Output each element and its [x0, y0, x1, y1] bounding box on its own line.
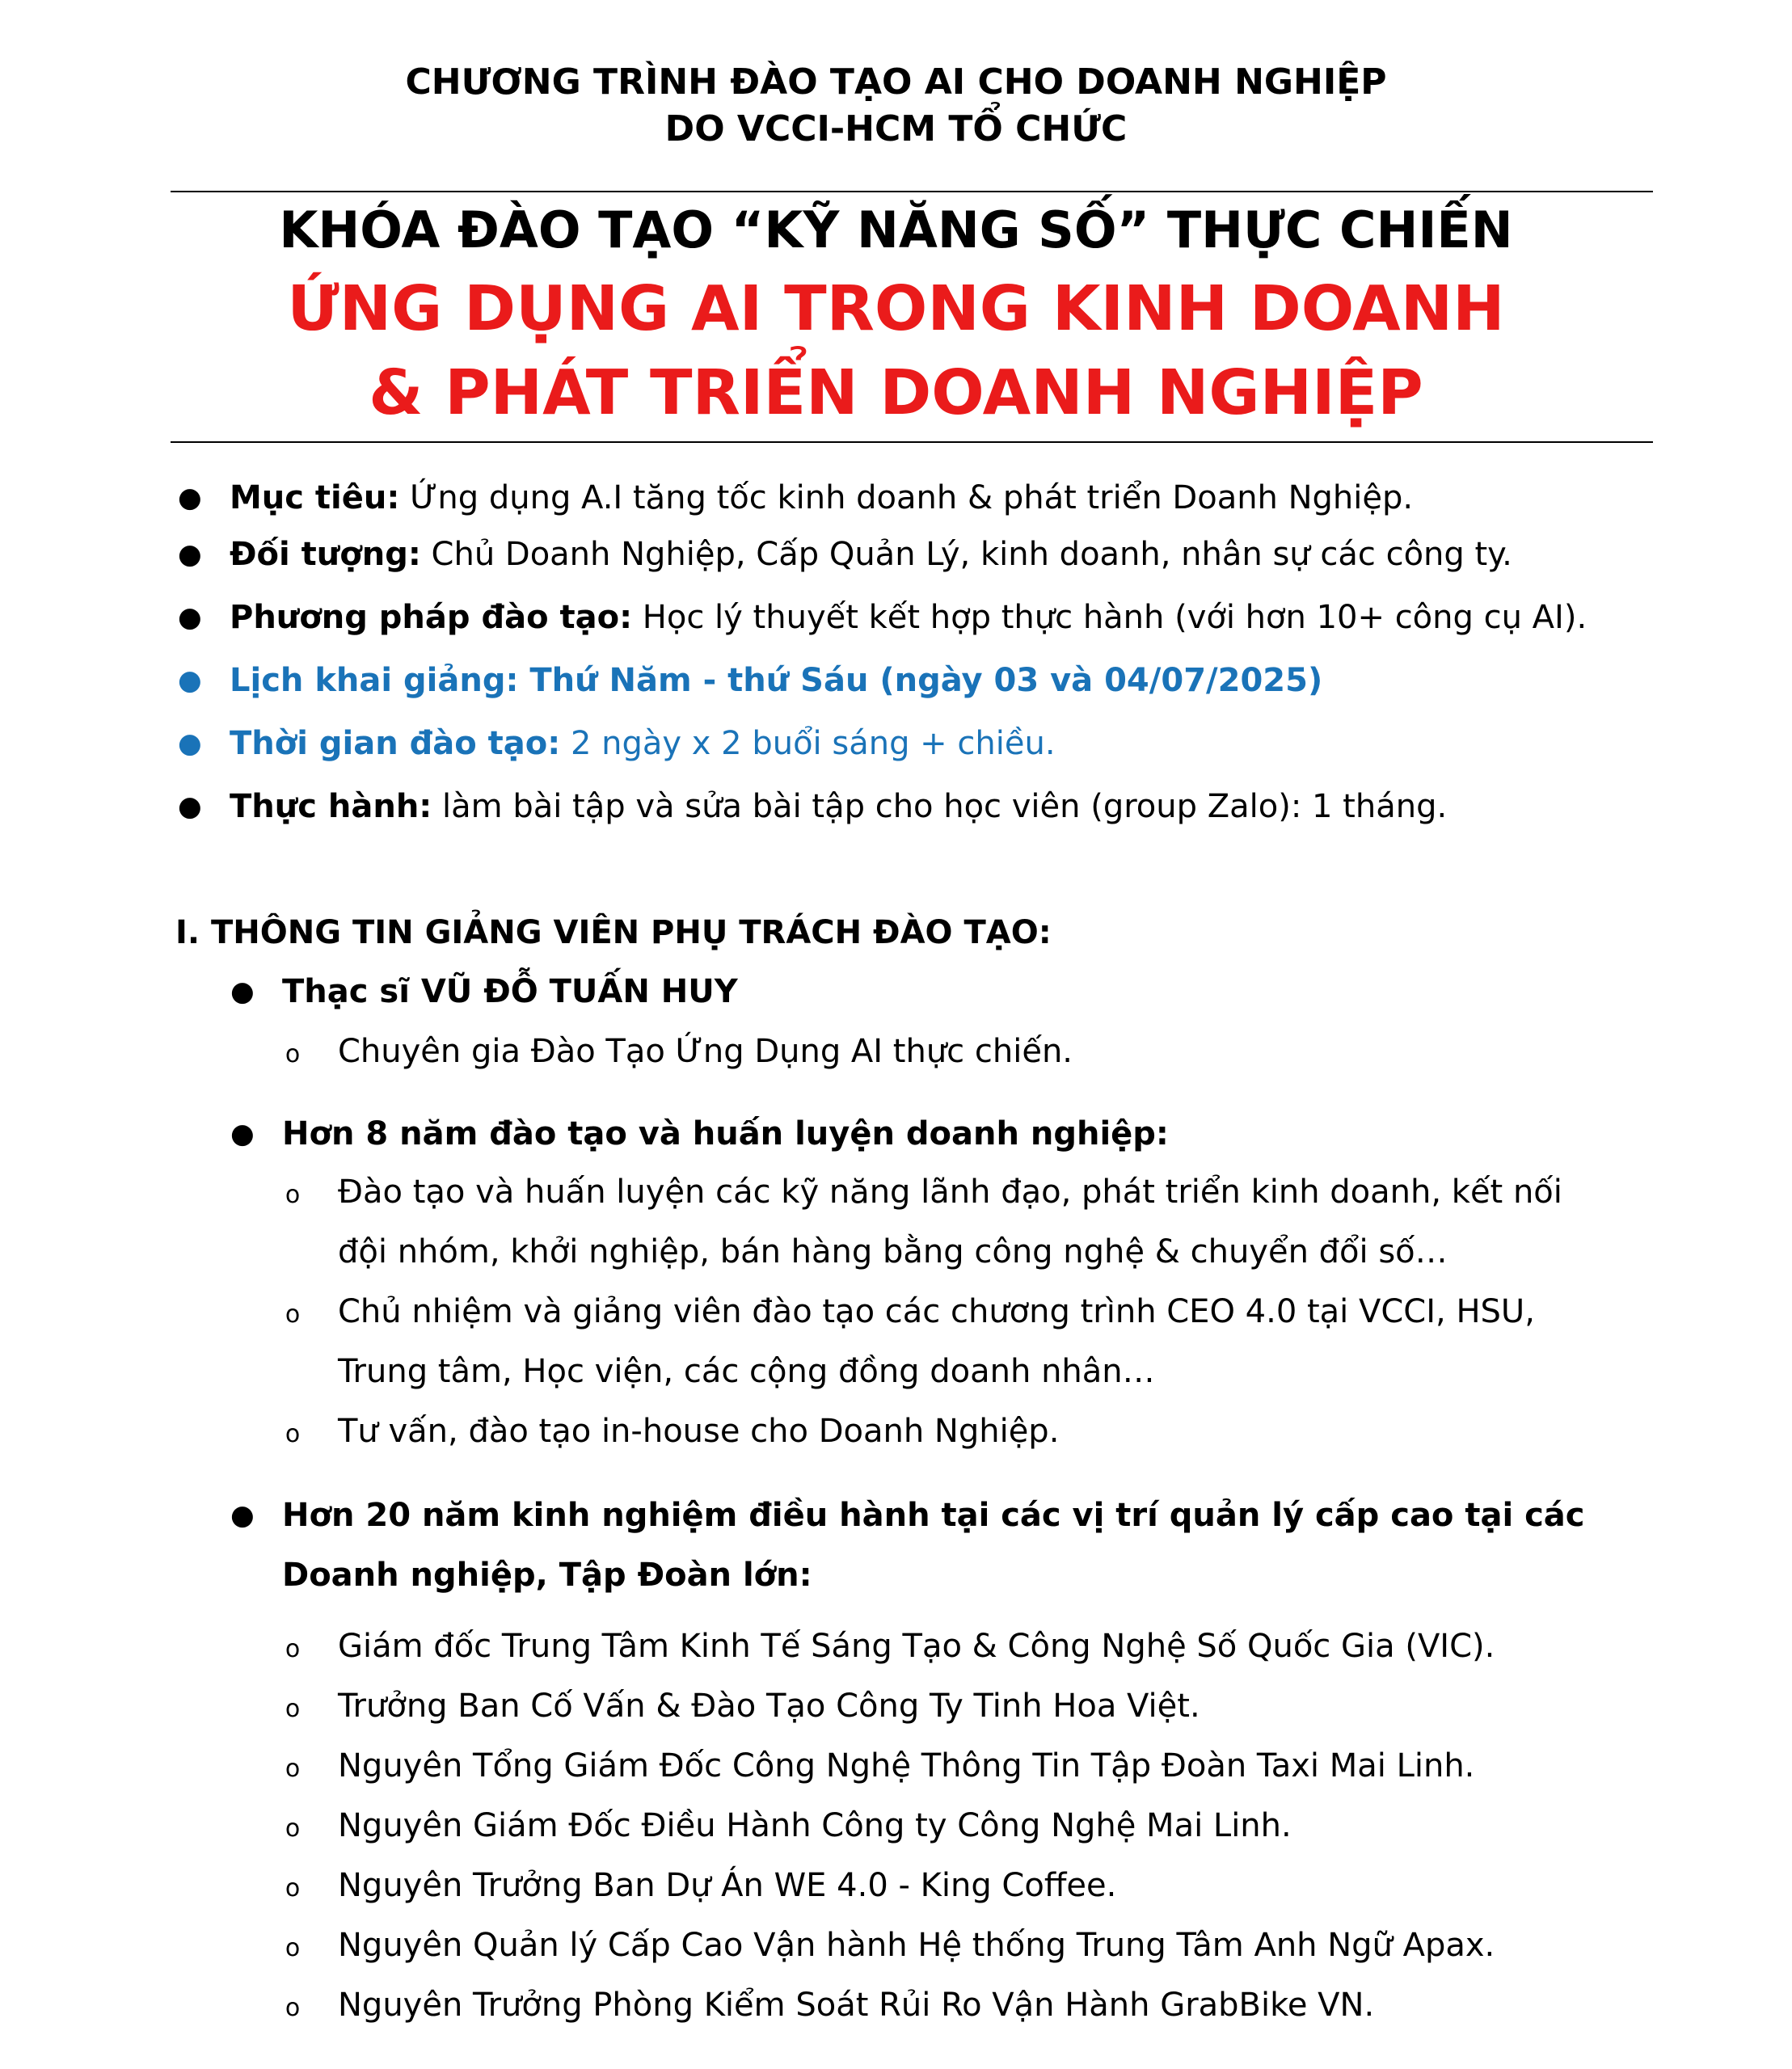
bullet-circle-icon: o	[285, 1695, 301, 1723]
course-info-list	[0, 0, 1792, 889]
management-experience-heading-line2: Doanh nghiệp, Tập Đoàn lớn:	[282, 1557, 812, 1594]
info-duration	[178, 721, 1056, 766]
info-label: Đối tượng:	[230, 536, 421, 573]
info-practice	[178, 784, 1448, 829]
info-value: Học lý thuyết kết hợp thực hành (với hơn 10+ công cụ AI).	[632, 599, 1588, 636]
info-label: Thời gian đào tạo:	[230, 725, 561, 762]
bullet-disc-icon: ●	[178, 664, 202, 697]
bullet-disc-icon: ●	[230, 1499, 255, 1532]
bullet-disc-icon: ●	[178, 790, 202, 823]
bullet-circle-icon: o	[285, 1181, 301, 1209]
bullet-disc-icon: ●	[230, 976, 255, 1008]
bullet-circle-icon: o	[285, 1300, 301, 1329]
experience-text: Nguyên Quản lý Cấp Cao Vận hành Hệ thống Trung Tâm Anh Ngữ Apax.	[338, 1927, 1495, 1964]
info-value: 2 ngày x 2 buổi sáng + chiều.	[560, 725, 1056, 762]
info-value: Ứng dụng A.I tăng tốc kinh doanh & phát triển Doanh Nghiệp.	[399, 479, 1414, 516]
management-experience-heading-line1: Hơn 20 năm kinh nghiệm điều hành tại các vị trí quản lý cấp cao tại các	[282, 1497, 1585, 1534]
info-schedule	[178, 658, 1323, 703]
lecturer-name: Thạc sĩ VŨ ĐỖ TUẤN HUY	[282, 973, 738, 1010]
section-heading-lecturer: I. THÔNG TIN GIẢNG VIÊN PHỤ TRÁCH ĐÀO TẠO:	[175, 914, 1052, 951]
info-value: làm bài tập và sửa bài tập cho học viên (group Zalo): 1 tháng.	[432, 788, 1448, 825]
info-method	[178, 595, 1588, 640]
experience-text: Nguyên Giám Đốc Điều Hành Công ty Công Nghệ Mai Linh.	[338, 1807, 1292, 1844]
course-title-line2: & PHÁT TRIỂN DOANH NGHIỆP	[369, 357, 1423, 429]
bullet-circle-icon: o	[285, 1874, 301, 1903]
bullet-circle-icon: o	[285, 1994, 301, 2022]
course-name: KHÓA ĐÀO TẠO “KỸ NĂNG SỐ” THỰC CHIẾN	[279, 200, 1513, 259]
training-sub-line2: đội nhóm, khởi nghiệp, bán hàng bằng công nghệ & chuyển đổi số…	[338, 1233, 1448, 1270]
experience-text: Nguyên Trưởng Phòng Kiểm Soát Rủi Ro Vận Hành GrabBike VN.	[338, 1987, 1375, 2024]
info-audience	[178, 532, 1512, 577]
bullet-circle-icon: o	[285, 1814, 301, 1843]
info-label: Thực hành:	[230, 788, 432, 825]
training-sub-line1: Chủ nhiệm và giảng viên đào tạo các chương trình CEO 4.0 tại VCCI, HSU,	[338, 1293, 1535, 1330]
course-title-line1: ỨNG DỤNG AI TRONG KINH DOANH	[287, 273, 1505, 345]
bullet-disc-icon: ●	[178, 727, 202, 760]
bullet-circle-icon: o	[285, 1934, 301, 1962]
info-label: Phương pháp đào tạo:	[230, 599, 633, 636]
bullet-circle-icon: o	[285, 1635, 301, 1663]
bullet-disc-icon: ●	[178, 538, 202, 571]
bullet-disc-icon: ●	[178, 482, 202, 514]
training-sub-line1: Tư vấn, đào tạo in-house cho Doanh Nghiệp.	[338, 1413, 1060, 1450]
info-value: Chủ Doanh Nghiệp, Cấp Quản Lý, kinh doanh, nhân sự các công ty.	[420, 536, 1512, 573]
training-experience-heading: Hơn 8 năm đào tạo và huấn luyện doanh nghiệp:	[282, 1115, 1169, 1152]
info-objective	[178, 475, 1414, 520]
experience-text: Nguyên Trưởng Ban Dự Án WE 4.0 - King Coffee.	[338, 1867, 1117, 1904]
organizer-line: DO VCCI-HCM TỔ CHỨC	[664, 108, 1128, 150]
training-sub-line1: Đào tạo và huấn luyện các kỹ năng lãnh đạo, phát triển kinh doanh, kết nối	[338, 1174, 1562, 1211]
program-title: CHƯƠNG TRÌNH ĐÀO TẠO AI CHO DOANH NGHIỆP	[405, 61, 1387, 103]
info-label: Mục tiêu:	[230, 479, 400, 516]
bullet-disc-icon: ●	[178, 601, 202, 634]
bullet-circle-icon: o	[285, 1040, 301, 1068]
bullet-circle-icon: o	[285, 1420, 301, 1448]
lecturer-role: Chuyên gia Đào Tạo Ứng Dụng AI thực chiến.	[338, 1033, 1073, 1070]
bullet-circle-icon: o	[285, 1755, 301, 1783]
experience-text: Trưởng Ban Cố Vấn & Đào Tạo Công Ty Tinh Hoa Việt.	[338, 1688, 1200, 1725]
bullet-disc-icon: ●	[230, 1118, 255, 1150]
experience-text: Giám đốc Trung Tâm Kinh Tế Sáng Tạo & Công Nghệ Số Quốc Gia (VIC).	[338, 1628, 1495, 1665]
training-sub-line2: Trung tâm, Học viện, các cộng đồng doanh nhân…	[338, 1353, 1155, 1390]
experience-text: Nguyên Tổng Giám Đốc Công Nghệ Thông Tin Tập Đoàn Taxi Mai Linh.	[338, 1747, 1475, 1785]
info-label: Lịch khai giảng: Thứ Năm - thứ Sáu (ngày 03 và 04/07/2025)	[230, 662, 1323, 699]
